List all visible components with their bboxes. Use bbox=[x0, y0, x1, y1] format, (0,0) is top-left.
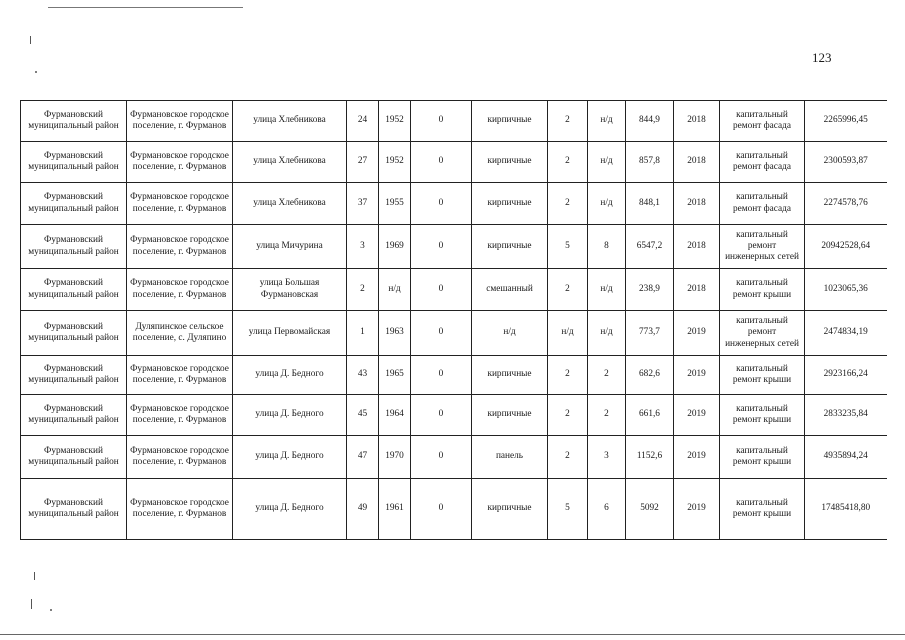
cell-district: Фурмановский муниципальный район bbox=[21, 356, 127, 395]
table-row bbox=[21, 142, 887, 183]
cell-cost: 2265996,45 bbox=[805, 101, 887, 142]
cell-settlement: Дуляпинское сельское поселение, с. Дуляпино bbox=[127, 311, 233, 356]
cell-floors: 2 bbox=[548, 395, 588, 436]
cell-area: 6547,2 bbox=[626, 225, 674, 269]
scan-dot bbox=[50, 609, 52, 611]
table-row bbox=[21, 395, 887, 436]
cell-walls: кирпичные bbox=[472, 101, 548, 142]
cell-zero: 0 bbox=[411, 142, 472, 183]
cell-zero: 0 bbox=[411, 101, 472, 142]
cell-zero: 0 bbox=[411, 395, 472, 436]
cell-year-built: 1952 bbox=[379, 101, 411, 142]
cell-street: улица Хлебникова bbox=[233, 183, 347, 225]
cell-entrances: 6 bbox=[588, 479, 626, 540]
table-row bbox=[21, 225, 887, 269]
cell-street: улица Мичурина bbox=[233, 225, 347, 269]
cell-street: улица Большая Фурмановская bbox=[233, 269, 347, 311]
cell-entrances: 2 bbox=[588, 356, 626, 395]
registry-table bbox=[20, 100, 887, 540]
cell-house: 49 bbox=[347, 479, 379, 540]
cell-plan-year: 2019 bbox=[674, 479, 720, 540]
cell-year-built: 1963 bbox=[379, 311, 411, 356]
table-row bbox=[21, 356, 887, 395]
cell-entrances: н/д bbox=[588, 311, 626, 356]
scan-mark bbox=[31, 599, 32, 609]
cell-settlement: Фурмановское городское поселение, г. Фурманов bbox=[127, 436, 233, 479]
table-row bbox=[21, 479, 887, 540]
cell-house: 2 bbox=[347, 269, 379, 311]
cell-street: улица Д. Бедного bbox=[233, 479, 347, 540]
cell-cost: 2274578,76 bbox=[805, 183, 887, 225]
cell-walls: кирпичные bbox=[472, 183, 548, 225]
cell-entrances: 2 bbox=[588, 395, 626, 436]
cell-street: улица Первомайская bbox=[233, 311, 347, 356]
cell-floors: 2 bbox=[548, 436, 588, 479]
cell-plan-year: 2018 bbox=[674, 101, 720, 142]
cell-district: Фурмановский муниципальный район bbox=[21, 183, 127, 225]
cell-plan-year: 2018 bbox=[674, 269, 720, 311]
cell-settlement: Фурмановское городское поселение, г. Фурманов bbox=[127, 479, 233, 540]
cell-work-type: капитальный ремонт крыши bbox=[720, 356, 805, 395]
cell-district: Фурмановский муниципальный район bbox=[21, 436, 127, 479]
cell-area: 773,7 bbox=[626, 311, 674, 356]
cell-settlement: Фурмановское городское поселение, г. Фурманов bbox=[127, 395, 233, 436]
cell-cost: 1023065,36 bbox=[805, 269, 887, 311]
cell-street: улица Хлебникова bbox=[233, 142, 347, 183]
cell-walls: кирпичные bbox=[472, 356, 548, 395]
cell-entrances: н/д bbox=[588, 142, 626, 183]
cell-zero: 0 bbox=[411, 183, 472, 225]
cell-work-type: капитальный ремонт фасада bbox=[720, 142, 805, 183]
cell-cost: 20942528,64 bbox=[805, 225, 887, 269]
cell-floors: н/д bbox=[548, 311, 588, 356]
cell-zero: 0 bbox=[411, 311, 472, 356]
scan-line-top bbox=[48, 7, 243, 8]
table-row bbox=[21, 101, 887, 142]
cell-plan-year: 2019 bbox=[674, 395, 720, 436]
cell-plan-year: 2018 bbox=[674, 142, 720, 183]
scan-mark bbox=[34, 572, 35, 580]
cell-year-built: н/д bbox=[379, 269, 411, 311]
cell-work-type: капитальный ремонт крыши bbox=[720, 395, 805, 436]
cell-walls: кирпичные bbox=[472, 225, 548, 269]
cell-area: 857,8 bbox=[626, 142, 674, 183]
page-number: 123 bbox=[812, 50, 832, 65]
cell-settlement: Фурмановское городское поселение, г. Фурманов bbox=[127, 225, 233, 269]
cell-plan-year: 2018 bbox=[674, 183, 720, 225]
scan-line-bottom bbox=[0, 634, 905, 635]
cell-entrances: н/д bbox=[588, 269, 626, 311]
cell-work-type: капитальный ремонт фасада bbox=[720, 183, 805, 225]
cell-walls: н/д bbox=[472, 311, 548, 356]
cell-area: 848,1 bbox=[626, 183, 674, 225]
cell-plan-year: 2019 bbox=[674, 311, 720, 356]
cell-settlement: Фурмановское городское поселение, г. Фурманов bbox=[127, 269, 233, 311]
cell-year-built: 1969 bbox=[379, 225, 411, 269]
cell-district: Фурмановский муниципальный район bbox=[21, 225, 127, 269]
cell-settlement: Фурмановское городское поселение, г. Фурманов bbox=[127, 183, 233, 225]
cell-district: Фурмановский муниципальный район bbox=[21, 101, 127, 142]
cell-cost: 2474834,19 bbox=[805, 311, 887, 356]
cell-area: 661,6 bbox=[626, 395, 674, 436]
cell-floors: 2 bbox=[548, 269, 588, 311]
cell-year-built: 1955 bbox=[379, 183, 411, 225]
cell-district: Фурмановский муниципальный район bbox=[21, 269, 127, 311]
cell-work-type: капитальный ремонт инженерных сетей bbox=[720, 311, 805, 356]
cell-walls: кирпичные bbox=[472, 395, 548, 436]
cell-area: 238,9 bbox=[626, 269, 674, 311]
cell-street: улица Д. Бедного bbox=[233, 395, 347, 436]
cell-floors: 2 bbox=[548, 142, 588, 183]
cell-house: 24 bbox=[347, 101, 379, 142]
cell-zero: 0 bbox=[411, 269, 472, 311]
cell-district: Фурмановский муниципальный район bbox=[21, 311, 127, 356]
cell-house: 43 bbox=[347, 356, 379, 395]
cell-settlement: Фурмановское городское поселение, г. Фурманов bbox=[127, 356, 233, 395]
cell-area: 682,6 bbox=[626, 356, 674, 395]
cell-year-built: 1952 bbox=[379, 142, 411, 183]
cell-street: улица Д. Бедного bbox=[233, 356, 347, 395]
cell-floors: 5 bbox=[548, 479, 588, 540]
cell-house: 27 bbox=[347, 142, 379, 183]
table-row bbox=[21, 436, 887, 479]
cell-walls: кирпичные bbox=[472, 142, 548, 183]
cell-settlement: Фурмановское городское поселение, г. Фурманов bbox=[127, 101, 233, 142]
cell-district: Фурмановский муниципальный район bbox=[21, 395, 127, 436]
cell-plan-year: 2019 bbox=[674, 436, 720, 479]
cell-cost: 2300593,87 bbox=[805, 142, 887, 183]
cell-district: Фурмановский муниципальный район bbox=[21, 142, 127, 183]
cell-plan-year: 2018 bbox=[674, 225, 720, 269]
cell-house: 37 bbox=[347, 183, 379, 225]
cell-walls: кирпичные bbox=[472, 479, 548, 540]
cell-house: 45 bbox=[347, 395, 379, 436]
cell-entrances: н/д bbox=[588, 101, 626, 142]
cell-entrances: н/д bbox=[588, 183, 626, 225]
cell-street: улица Хлебникова bbox=[233, 101, 347, 142]
cell-walls: смешанный bbox=[472, 269, 548, 311]
cell-year-built: 1964 bbox=[379, 395, 411, 436]
cell-zero: 0 bbox=[411, 225, 472, 269]
cell-cost: 2833235,84 bbox=[805, 395, 887, 436]
cell-work-type: капитальный ремонт фасада bbox=[720, 101, 805, 142]
table-row bbox=[21, 311, 887, 356]
scan-dot bbox=[35, 71, 37, 73]
cell-house: 3 bbox=[347, 225, 379, 269]
cell-zero: 0 bbox=[411, 356, 472, 395]
cell-cost: 4935894,24 bbox=[805, 436, 887, 479]
cell-cost: 17485418,80 bbox=[805, 479, 887, 540]
cell-work-type: капитальный ремонт крыши bbox=[720, 436, 805, 479]
cell-floors: 2 bbox=[548, 183, 588, 225]
cell-work-type: капитальный ремонт крыши bbox=[720, 269, 805, 311]
cell-plan-year: 2019 bbox=[674, 356, 720, 395]
cell-floors: 2 bbox=[548, 356, 588, 395]
cell-work-type: капитальный ремонт инженерных сетей bbox=[720, 225, 805, 269]
cell-area: 844,9 bbox=[626, 101, 674, 142]
cell-house: 1 bbox=[347, 311, 379, 356]
cell-cost: 2923166,24 bbox=[805, 356, 887, 395]
cell-zero: 0 bbox=[411, 479, 472, 540]
cell-zero: 0 bbox=[411, 436, 472, 479]
cell-area: 5092 bbox=[626, 479, 674, 540]
table-row bbox=[21, 269, 887, 311]
cell-area: 1152,6 bbox=[626, 436, 674, 479]
cell-walls: панель bbox=[472, 436, 548, 479]
table-row bbox=[21, 183, 887, 225]
cell-entrances: 3 bbox=[588, 436, 626, 479]
cell-street: улица Д. Бедного bbox=[233, 436, 347, 479]
cell-district: Фурмановский муниципальный район bbox=[21, 479, 127, 540]
cell-floors: 2 bbox=[548, 101, 588, 142]
cell-year-built: 1970 bbox=[379, 436, 411, 479]
cell-year-built: 1965 bbox=[379, 356, 411, 395]
cell-entrances: 8 bbox=[588, 225, 626, 269]
scan-mark bbox=[30, 36, 31, 44]
cell-work-type: капитальный ремонт крыши bbox=[720, 479, 805, 540]
cell-year-built: 1961 bbox=[379, 479, 411, 540]
cell-floors: 5 bbox=[548, 225, 588, 269]
cell-settlement: Фурмановское городское поселение, г. Фурманов bbox=[127, 142, 233, 183]
cell-house: 47 bbox=[347, 436, 379, 479]
